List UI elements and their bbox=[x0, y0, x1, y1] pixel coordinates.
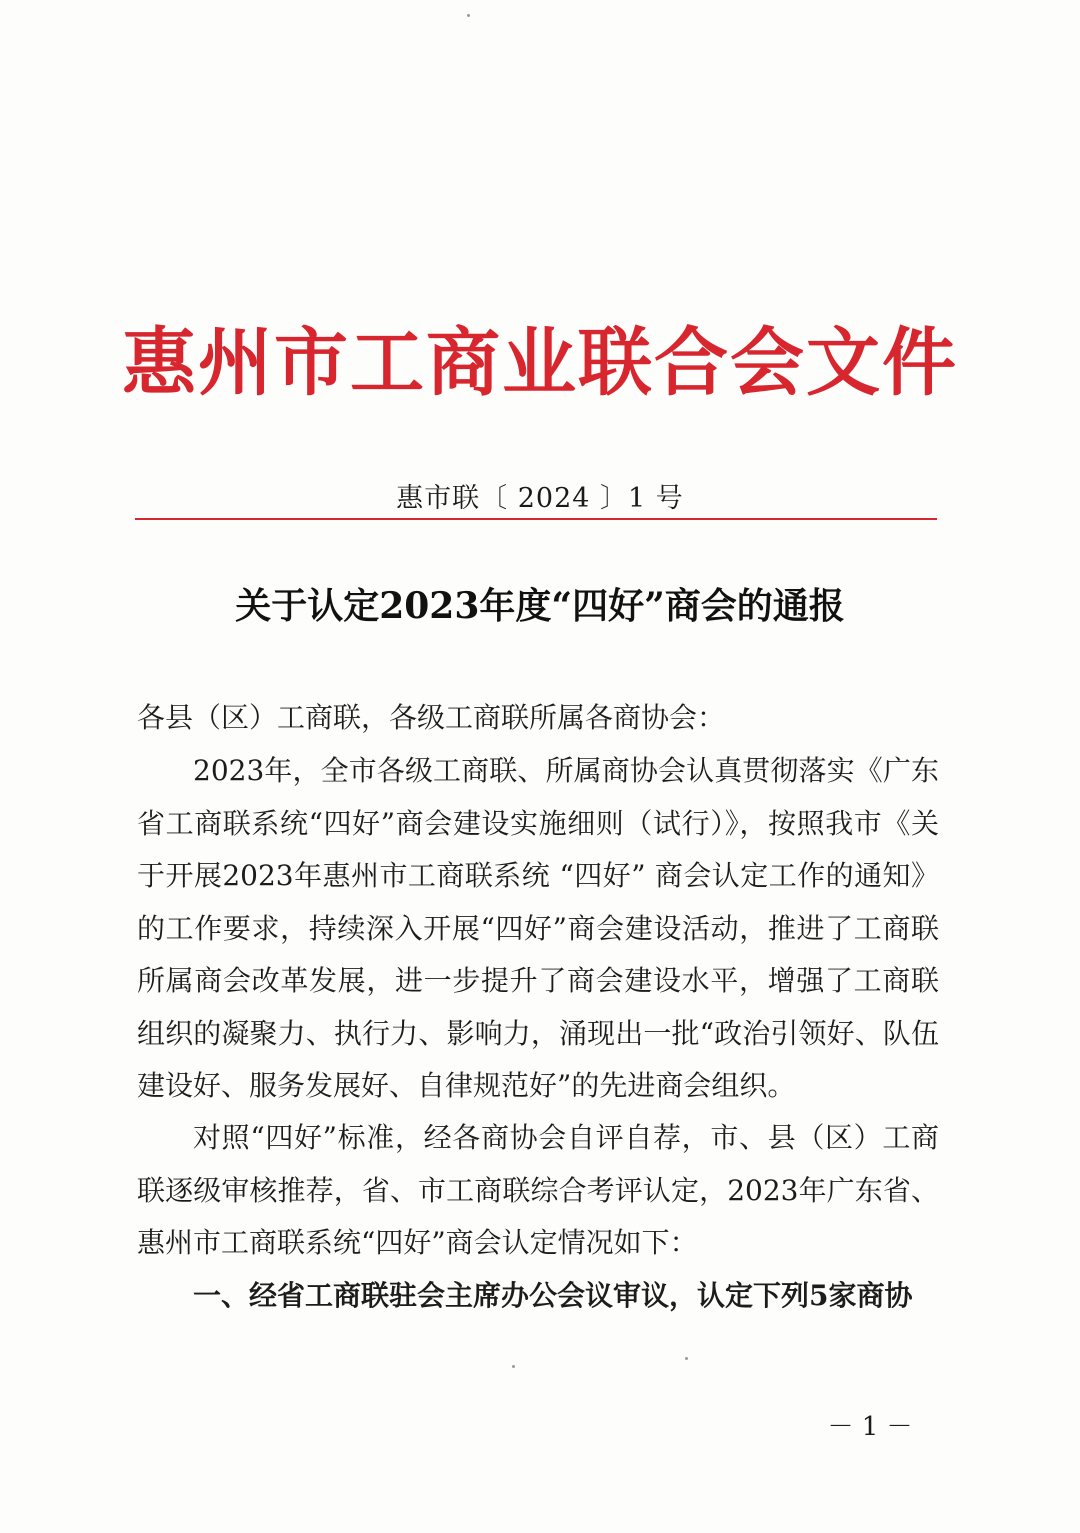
scan-speck bbox=[467, 14, 470, 17]
salutation-text: 各县（区）工商联，各级工商联所属各商协会： bbox=[137, 701, 726, 734]
body-paragraph-2 bbox=[137, 1112, 939, 1270]
paragraph-text: 对照“四好”标准，经各商协会自评自荐，市、县（区）工商联逐级审核推荐，省、市工商联综合考评认定，2023年广东省、惠州市工商联系统“四好”商会认定情况如下： bbox=[137, 1121, 939, 1259]
scan-speck bbox=[685, 1357, 688, 1360]
salutation bbox=[137, 692, 939, 745]
scan-speck bbox=[512, 1365, 515, 1368]
paragraph-text: 2023年，全市各级工商联、所属商协会认真贯彻落实《广东省工商联系统“四好”商会建设实施细则（试行）》，按照我市《关于开展2023年惠州市工商联系统 “四好” 商会认定工作的通知》的工作要求，持续深入开展“四好”商会建设活动，推进了工商联所属商会改革发展，进一步提升了商会建设水平，增强了工商联组织的凝聚力、执行力、影响力，涌现出一批“政治引领好、队伍建设好、服务发展好、自律规范好”的先进商会组织。 bbox=[137, 754, 939, 1102]
body-paragraph-3 bbox=[137, 1270, 939, 1323]
body-paragraph-1 bbox=[137, 745, 939, 1113]
document-number: 惠市联〔 2024 〕1 号 bbox=[396, 483, 684, 514]
red-divider-line bbox=[135, 518, 937, 520]
masthead-title: 惠州市工商业联合会文件 bbox=[122, 320, 958, 406]
document-title: 关于认定2023年度“四好”商会的通报 bbox=[235, 585, 845, 627]
page-number: － 1 － bbox=[827, 1412, 913, 1442]
section-heading-text: 一、经省工商联驻会主席办公会议审议，认定下列5家商协 bbox=[193, 1279, 913, 1312]
